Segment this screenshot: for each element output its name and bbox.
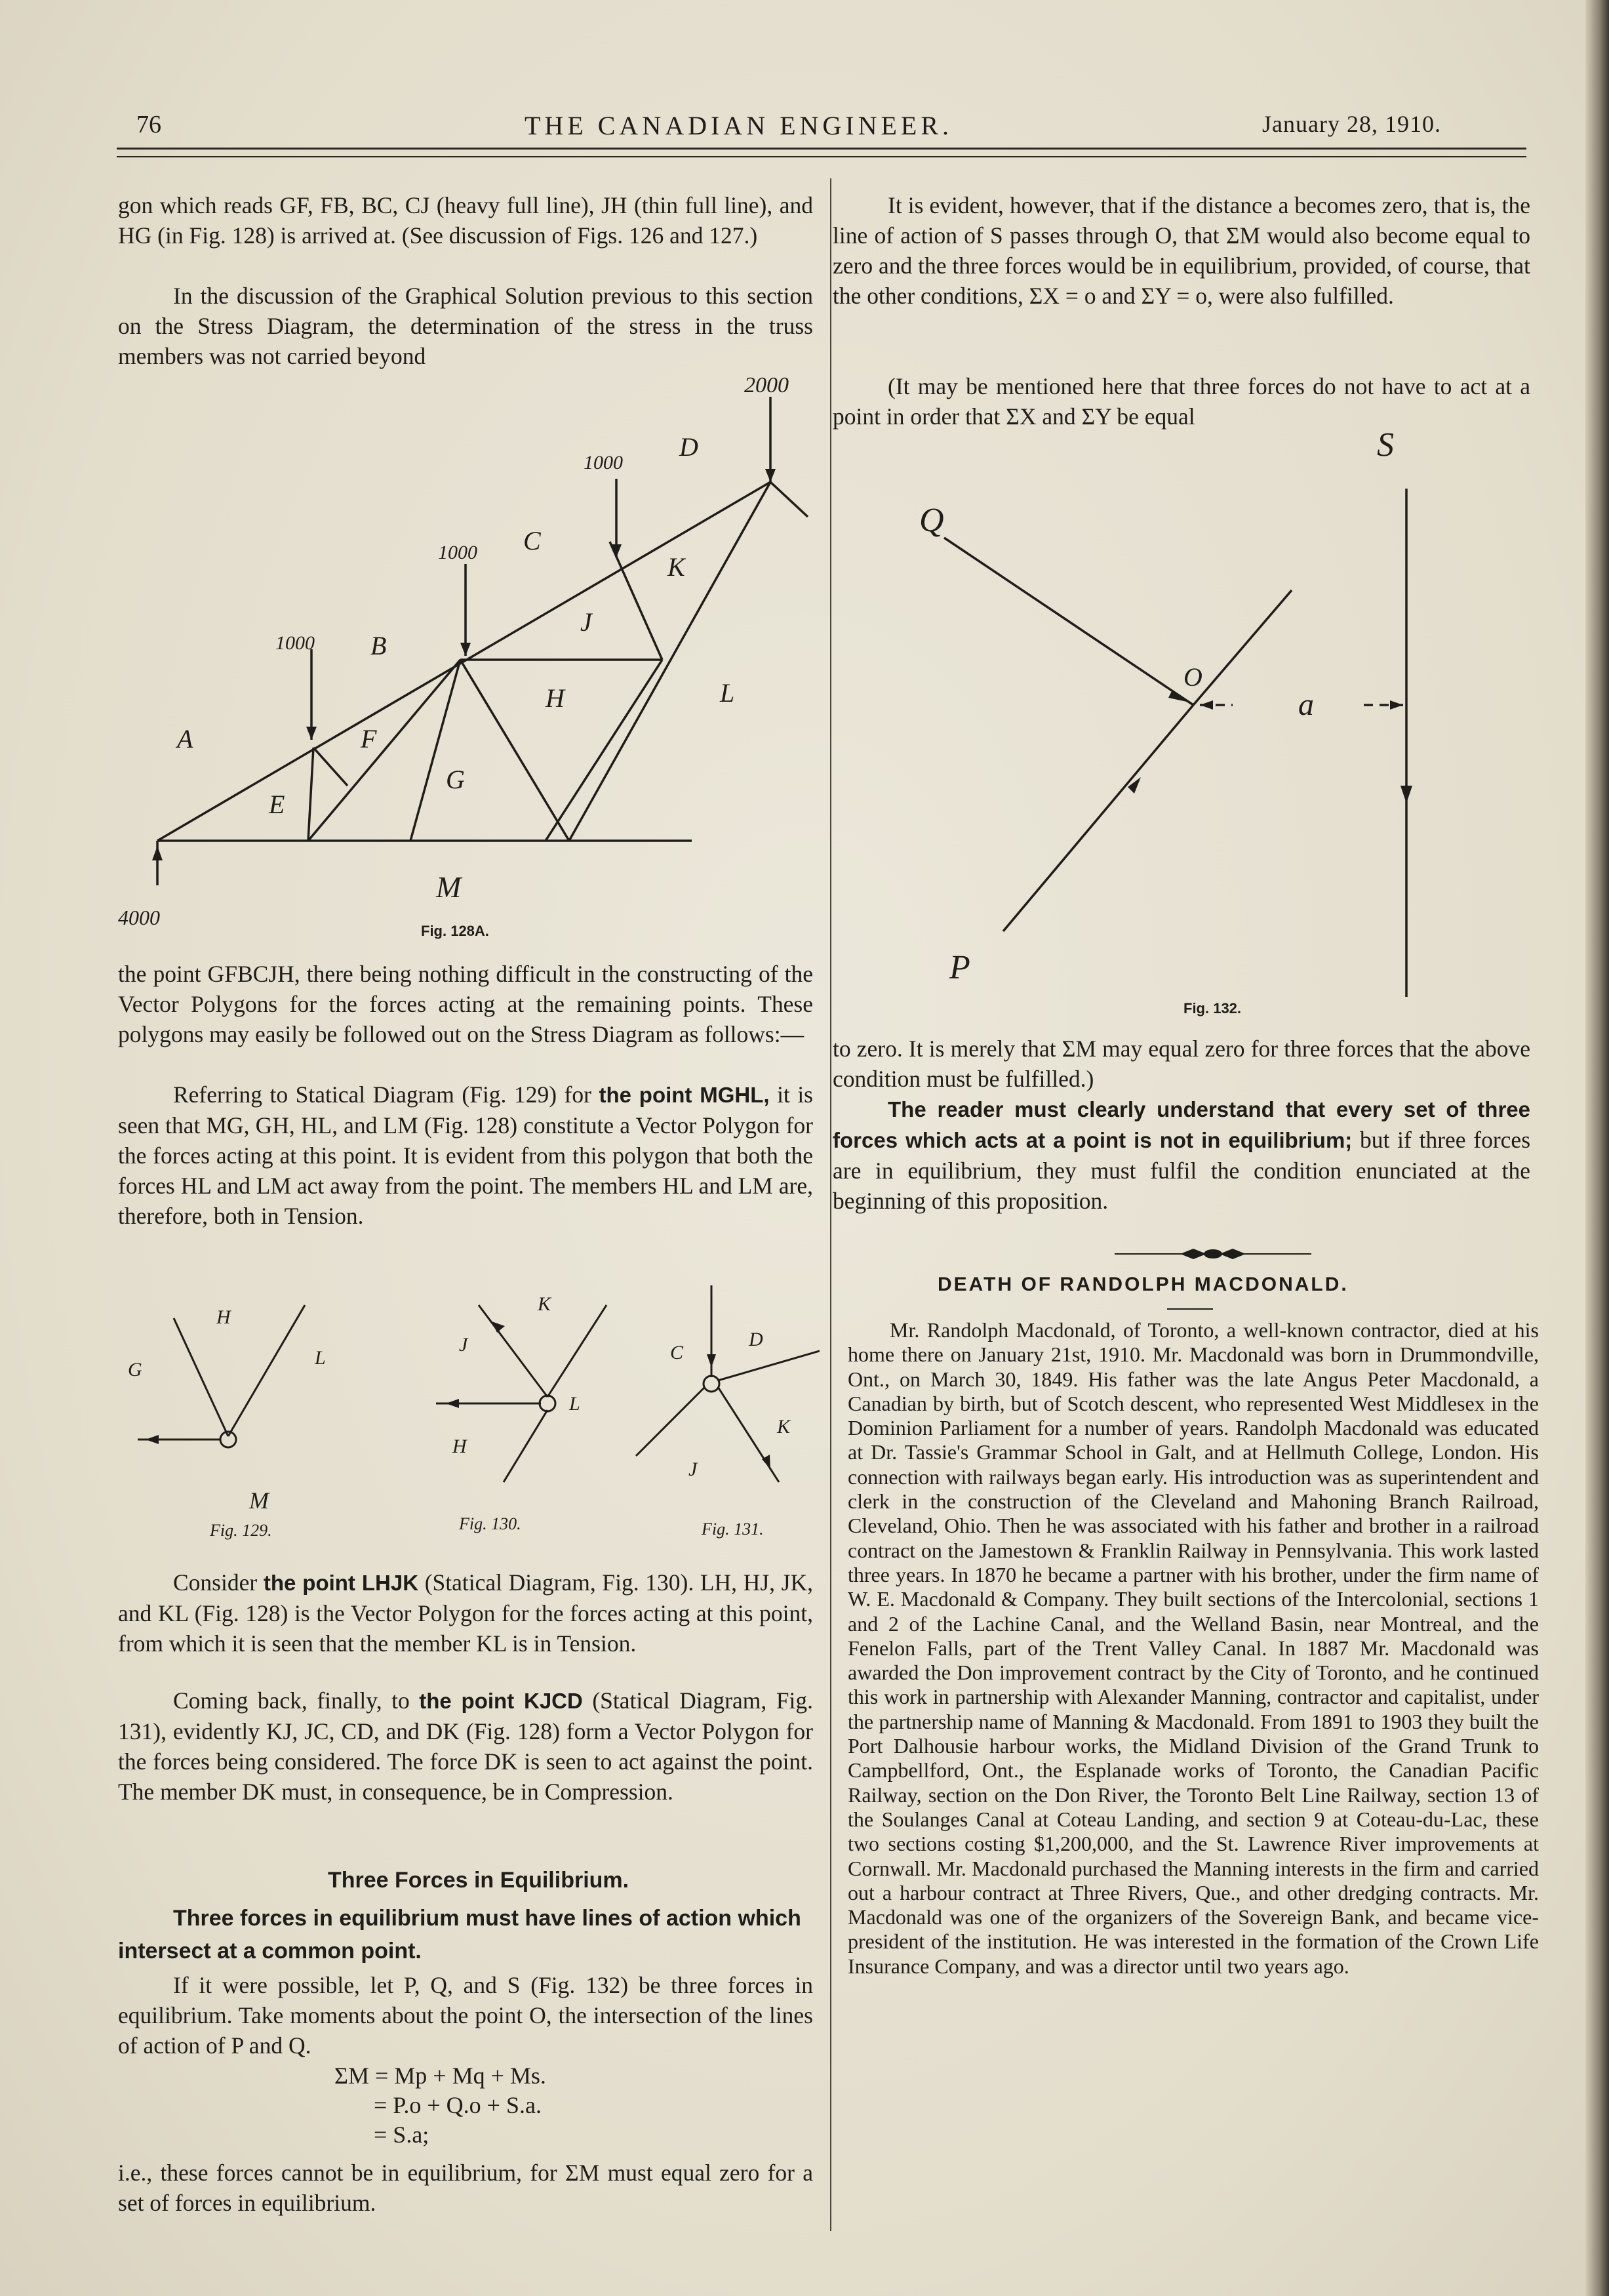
fig131-label-c: C (670, 1342, 684, 1363)
paragraph: It is evident, however, that if the distance a becomes zero, that is, the line of action of S passes through O, that ΣM would also become equal to zero and the three forces would be in equilibrium, provided, of course, that the other conditions, ΣX = o and ΣY = o, were also fulfilled. (833, 192, 1530, 309)
heading-rule (1167, 1308, 1213, 1310)
region-label-k: K (667, 552, 685, 582)
header-rule-double (117, 156, 1526, 157)
equation-line: = S.a; (374, 2122, 429, 2148)
page-number: 76 (136, 111, 161, 138)
journal-title: THE CANADIAN ENGINEER. (525, 111, 953, 140)
paragraph: In the discussion of the Graphical Solution previous to this section on the Stress Diagram, the determination of the stress in the truss members was not carried beyond (118, 283, 813, 369)
fig131-label-d: D (749, 1329, 763, 1350)
section-heading: Three Forces in Equilibrium. (328, 1868, 629, 1893)
book-spine-shadow (1585, 0, 1609, 2296)
figure-caption: Fig. 132. (1183, 1000, 1242, 1017)
region-label-b: B (370, 631, 387, 660)
column-divider (830, 178, 831, 2231)
equation-line: ΣM = Mp + Mq + Ms. (334, 2063, 546, 2089)
issue-date: January 28, 1910. (1262, 111, 1441, 137)
reaction-4000-label: 4000 (118, 906, 160, 929)
load-1000-b-label: 1000 (275, 632, 315, 654)
paragraph: If it were possible, let P, Q, and S (Fig. 132) be three forces in equilibrium. Take moments about the point O, the intersection of the lines of action of P and Q. (118, 1972, 813, 2059)
region-label-a: A (177, 724, 193, 754)
paragraph: Referring to Statical Diagram (Fig. 129) for the point MGHL, it is seen that MG, GH, HL, and LM (Fig. 128) constitute a Vector Polygon for the forces acting at this point. It is evident from this polygon that both the forces HL and LM act away from the point. The members HL and LM are, therefore, both in Tension. (118, 1081, 813, 1229)
fig129-caption: Fig. 129. (210, 1521, 272, 1540)
paragraph: (It may be mentioned here that three forces do not have to act at a point in order that ΣX and ΣY be equal (833, 373, 1530, 430)
fig129-label-m: M (249, 1487, 269, 1514)
figure-caption: Fig. 128A. (421, 923, 489, 939)
force-s-label: S (1377, 426, 1394, 464)
paragraph: The reader must clearly understand that every set of three forces which acts at a point is not in equilibrium; but if three forces are in equilibrium, they must fulfil the condition enunciated at the beginning of this proposition. (833, 1097, 1531, 1214)
fig129-label-h: H (216, 1306, 231, 1328)
force-q-label: Q (919, 502, 944, 539)
load-2000-label: 2000 (744, 373, 789, 397)
paragraph: Consider the point LHJK (Statical Diagram, Fig. 130). LH, HJ, JK, and KL (Fig. 128) is the Vector Polygon for the forces acting at this point, from which it is seen that the member KL is in Tension. (118, 1569, 813, 1657)
region-label-c: C (523, 526, 541, 555)
fig129-label-g: G (128, 1359, 142, 1380)
point-o-label: O (1183, 662, 1202, 692)
fig130-label-l: L (569, 1393, 580, 1415)
region-label-j: J (580, 607, 592, 637)
region-label-d: D (679, 432, 698, 462)
fig130-label-j: J (459, 1334, 468, 1356)
region-label-m: M (436, 870, 462, 904)
region-label-h: H (546, 683, 565, 713)
region-label-f: F (361, 724, 377, 754)
fig131-caption: Fig. 131. (702, 1520, 764, 1539)
paragraph: i.e., these forces cannot be in equilibrium, for ΣM must equal zero for a set of forces in equilibrium. (118, 2160, 813, 2216)
load-1000-d-label: 1000 (584, 452, 623, 473)
equation-line: = P.o + Q.o + S.a. (374, 2092, 542, 2118)
paragraph: gon which reads GF, FB, BC, CJ (heavy full line), JH (thin full line), and HG (in Fig. 128) is arrived at. (See discussion of Figs. 126 and 127.) (118, 192, 813, 249)
load-1000-c-label: 1000 (438, 542, 477, 563)
figures-129-131-statical-diagrams (125, 1285, 820, 1548)
figure-128a-truss-diagram (118, 367, 826, 957)
force-p-label: P (949, 949, 970, 986)
paragraph: the point GFBCJH, there being nothing difficult in the constructing of the Vector Polygons for the forces acting at the remaining points. These polygons may easily be followed out on the Stress Diagram as follows:— (118, 961, 813, 1047)
fig130-label-k: K (538, 1293, 551, 1315)
region-label-g: G (446, 765, 465, 794)
fig130-caption: Fig. 130. (459, 1514, 521, 1533)
ornamental-divider (1115, 1246, 1311, 1262)
region-label-e: E (269, 790, 285, 819)
figure-132-three-forces (905, 426, 1482, 1030)
distance-a-label: a (1298, 687, 1314, 722)
proposition-statement: Three forces in equilibrium must have lines of action which intersect at a common point. (118, 1906, 801, 1964)
fig131-label-j: J (688, 1459, 698, 1480)
obituary-heading: DEATH OF RANDOLPH MACDONALD. (938, 1274, 1349, 1295)
fig129-label-l: L (315, 1347, 326, 1369)
paragraph: to zero. It is merely that ΣM may equal zero for three forces that the above condition must be fulfilled.) (833, 1036, 1530, 1092)
header-rule (117, 148, 1526, 150)
fig130-label-h: H (452, 1436, 467, 1457)
paragraph: Coming back, finally, to the point KJCD (Statical Diagram, Fig. 131), evidently KJ, JC, CD, and DK (Fig. 128) form a Vector Polygon for the forces being considered. The force DK is seen to act against the point. The member DK must, in consequence, be in Compression. (118, 1687, 813, 1805)
region-label-l: L (720, 678, 735, 708)
obituary-text: Mr. Randolph Macdonald, of Toronto, a well-known contractor, died at his home there on January 21st, 1910. Mr. Macdonald was born in Drummondville, Ont., on March 30, 1849. His father was the late Angus Peter Macdonald, a Canadian by birth, but of Scotch descent, who represented West Middlesex in the Dominion Parliament for a number of years. Randolph Macdonald was educated at Dr. Tassie's Grammar School in Galt, and at Hellmuth College, London. His connection with railways began early. His introduction was as superintendent and clerk in the construction of the Cleveland and Mahoning Branch Railroad, Cleveland, Ohio. Then he was associated with his father and brother in a railroad contract on the Jamestown & Franklin Railway in Pennsylvania. This work lasted three years. In 1870 he became a partner with his brother, under the firm name of W. E. Macdonald & Company. They built sections of the Intercolonial, sections 1 and 2 of the Lachine Canal, and the Welland Basin, near Montreal, and the Fenelon Falls, part of the Trent Valley Canal. In 1887 Mr. Macdonald was awarded the Don improvement contract by the City of Toronto, and he continued this work in partnership with Alexander Manning, contractor and capitalist, under the partnership name of Manning & Macdonald. From 1891 to 1903 they built the Port Dalhousie harbour works, the Midland Division of the Grand Trunk to Campbellford, Ont., the Esplanade works of Toronto, the Canadian Pacific Railway, section on the Don River, the Toronto Belt Line Railway, section 13 of the Soulanges Canal at Coteau Landing, and section 9 at Coteau-du-Lac, these two sections costing $1,200,000, and the St. Lawrence River improvements at Cornwall. Mr. Macdonald purchased the Manning interests in the firm and carried out a harbour contract at Three Rivers, Que., and other dredging contracts. Mr. Macdonald was one of the organizers of the Sovereign Bank, and became vice-president of the institution. He was interested in the formation of the Crown Life Insurance Company, and was a director until two years ago. (848, 1318, 1539, 1978)
fig131-label-k: K (777, 1416, 791, 1438)
